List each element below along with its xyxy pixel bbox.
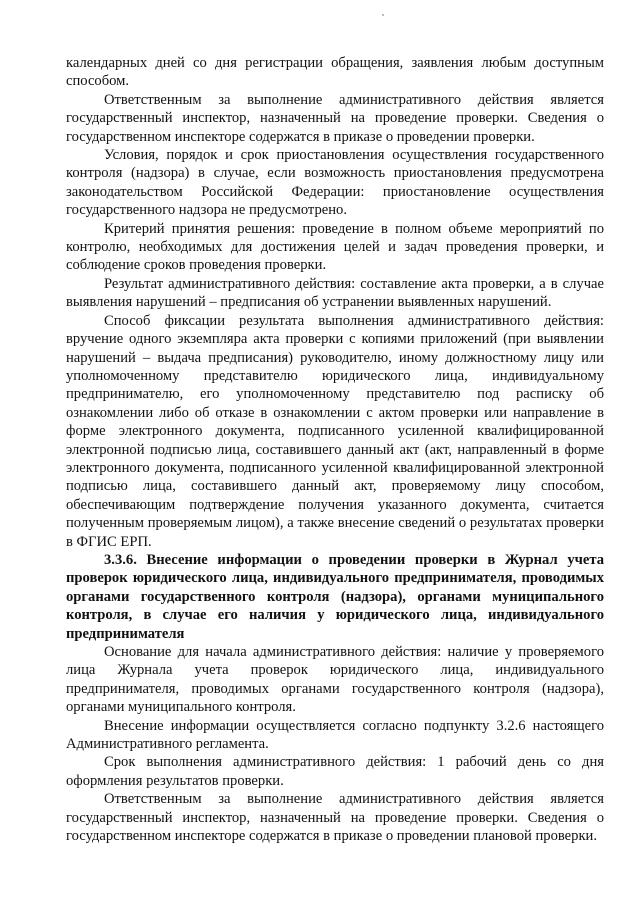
paragraph-continuation: календарных дней со дня регистрации обращения, заявления любым доступным способом. [66,55,604,90]
paragraph-action-deadline: Срок выполнения административного действия: 1 рабочий день со дня оформления результатов проверки. [66,754,604,789]
paragraph-decision-criterion: Критерий принятия решения: проведение в полном объеме мероприятий по контролю, необходимых для достижения целей и задач проведения проверки, и соблюдение сроков проведения проверки. [66,220,604,274]
paragraph-action-basis: Основание для начала административного действия: наличие у проверяемого лица Журнала учета проверок юридического лица, индивидуального предпринимателя, проводимых органами государственного контроля (надзора), органами муниципального контроля. [66,644,604,716]
paragraph-responsible-inspector: Ответственным за выполнение административного действия является государственный инспектор, назначенный на проведение проверки. Сведения о государственном инспекторе содержатся в приказе о проведении проверки. [66,91,604,145]
scan-artifact-dot [382,14,384,16]
paragraph-information-entry: Внесение информации осуществляется согласно подпункту 3.2.6 настоящего Административного регламента. [66,717,604,753]
paragraph-suspension-conditions: Условия, порядок и срок приостановления осуществления государственного контроля (надзора) в случае, если возможность приостановления предусмотрена законодательством Российской Федерации: приостановление осуществления государственного надзора не предусмотрено. [66,147,604,219]
paragraph-action-result: Результат административного действия: составление акта проверки, а в случае выявления нарушений – предписания об устранении выявленных нарушений. [66,275,604,311]
document-page [66,54,604,845]
section-heading-3-3-6: 3.3.6. Внесение информации о проведении проверки в Журнал учета проверок юридического лица, индивидуального предпринимателя, проводимых органами государственного контроля (надзора), органами муниципального контроля, в случае его наличия у юридического лица, индивидуального предпринимателя [66,551,604,642]
paragraph-result-fixation: Способ фиксации результата выполнения административного действия: вручение одного экземпляра акта проверки с копиями приложений (при выявлении нарушений – выдача предписания) руководителю, иному должностному лицу или уполномоченному представителю юридического лица, индивидуальному предпринимателю, его уполномоченному представителю под расписку об ознакомлении либо об отказе в ознакомлении с актом проверки или направление в форме электронного документа, подписанного усиленной квалифицированной электронной подписью лица, составившего данный акт (акт, направленный в форме электронного документа, подписанного усиленной квалифицированной электронной подписью лица, составившего данный акт, проверяемому лицу способом, обеспечивающим подтверждение получения указанного документа, считается полученным проверяемым лицом), а также внесение сведений о результатах проверки в ФГИС ЕРП. [66,312,604,550]
paragraph-responsible-inspector-planned: Ответственным за выполнение административного действия является государственный инспектор, назначенный на проведение проверки. Сведения о государственном инспекторе содержатся в приказе о проведении плановой проверки. [66,791,604,845]
